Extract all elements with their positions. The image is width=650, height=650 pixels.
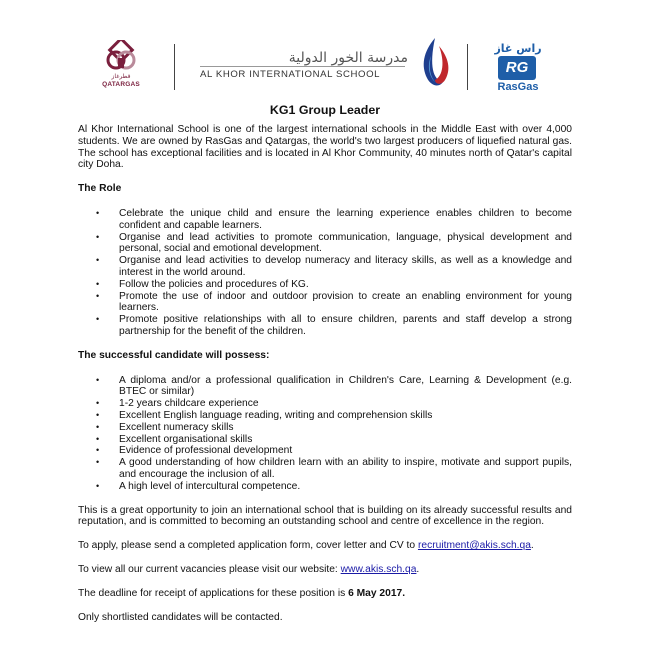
school-name: AL KHOR INTERNATIONAL SCHOOL [200,69,381,80]
role-heading: The Role [78,183,122,195]
list-item: • Promote the use of indoor and outdoor provision to create an enabling environment for young learners. [78,291,572,315]
school-name-rule [200,66,405,67]
qatargas-emblem-icon [96,40,146,74]
school-flame-emblem-icon [413,36,457,92]
qatargas-logo [96,40,146,92]
list-item: • A diploma and/or a professional qualification in Children's Care, Learning & Development (e.g. BTEC or similar) [78,375,572,399]
list-item: • 1-2 years childcare experience [78,398,572,410]
apply-text: To apply, please send a completed application form, cover letter and CV to [78,540,416,552]
deadline-date: 6 May 2017. [348,587,406,599]
header-divider [467,44,468,90]
candidate-list [78,375,572,493]
list-item: • Excellent numeracy skills [78,422,572,434]
list-item: • A good understanding of how children learn with an ability to inspire, motivate and support pupils, and encourage the inclusion of all. [78,457,572,481]
rasgas-arabic-name: راس غاز [494,42,542,55]
apply-paragraph: To apply, please send a completed application form, cover letter and CV to recruitment@akis.sch.qa. [78,540,534,552]
list-item: • Organise and lead activities to develop numeracy and literacy skills, as well as a knowledge and interest in the world around. [78,255,572,279]
qatargas-name: QATARGAS [102,81,140,88]
shortlist-note: Only shortlisted candidates will be contacted. [78,611,283,623]
list-item: • Organise and lead activities to promote communication, language, physical development and personal, social and emotional development. [78,232,572,256]
page-title: KG1 Group Leader [269,103,381,117]
rasgas-logo [488,42,548,94]
deadline-text: The deadline for receipt of applications for these position is [78,587,346,599]
intro-paragraph: Al Khor International School is one of the largest international schools in the Middle East with over 4,000 students. We are owned by RasGas and Qatargas, the world's two largest producers of liquefied natural gas. The school has exceptional facilities and is located in Al Khor Community, 40 minutes north of Qatar's capital city Doha. [78,124,572,171]
website-link[interactable]: www.akis.sch.qa [340,563,417,575]
deadline-paragraph [78,588,572,600]
list-item: • Promote positive relationships with all to ensure children, parents and staff develop a strong partnership for the benefit of the children. [78,314,572,338]
rasgas-name: RasGas [497,81,539,93]
advert-body [78,124,572,623]
candidate-heading: The successful candidate will possess: [78,349,270,361]
list-item: • Follow the policies and procedures of KG. [78,279,572,291]
list-item: • Celebrate the unique child and ensure the learning experience enables children to become confident and capable learners. [78,208,572,232]
list-item: • Evidence of professional development [78,445,572,457]
qatargas-arabic-name: قطرغاز [111,74,131,80]
role-list [78,208,572,338]
school-arabic-name: مدرسة الخور الدولية [288,50,408,66]
vacancies-text: To view all our current vacancies please visit our website: [78,563,338,575]
header-divider [174,44,175,90]
vacancies-paragraph: To view all our current vacancies please visit our website: www.akis.sch.qa. [78,563,420,575]
rasgas-badge: RG [498,56,536,80]
list-item: • Excellent organisational skills [78,434,572,446]
list-item: • Excellent English language reading, writing and comprehension skills [78,410,572,422]
list-item: • A high level of intercultural competence. [78,481,572,493]
recruitment-email-link[interactable]: recruitment@akis.sch.qa [417,540,531,552]
opportunity-paragraph: This is a great opportunity to join an international school that is building on its already successful results and reputation, and is committed to becoming an outstanding school and centre of excellence in the region. [78,504,572,528]
